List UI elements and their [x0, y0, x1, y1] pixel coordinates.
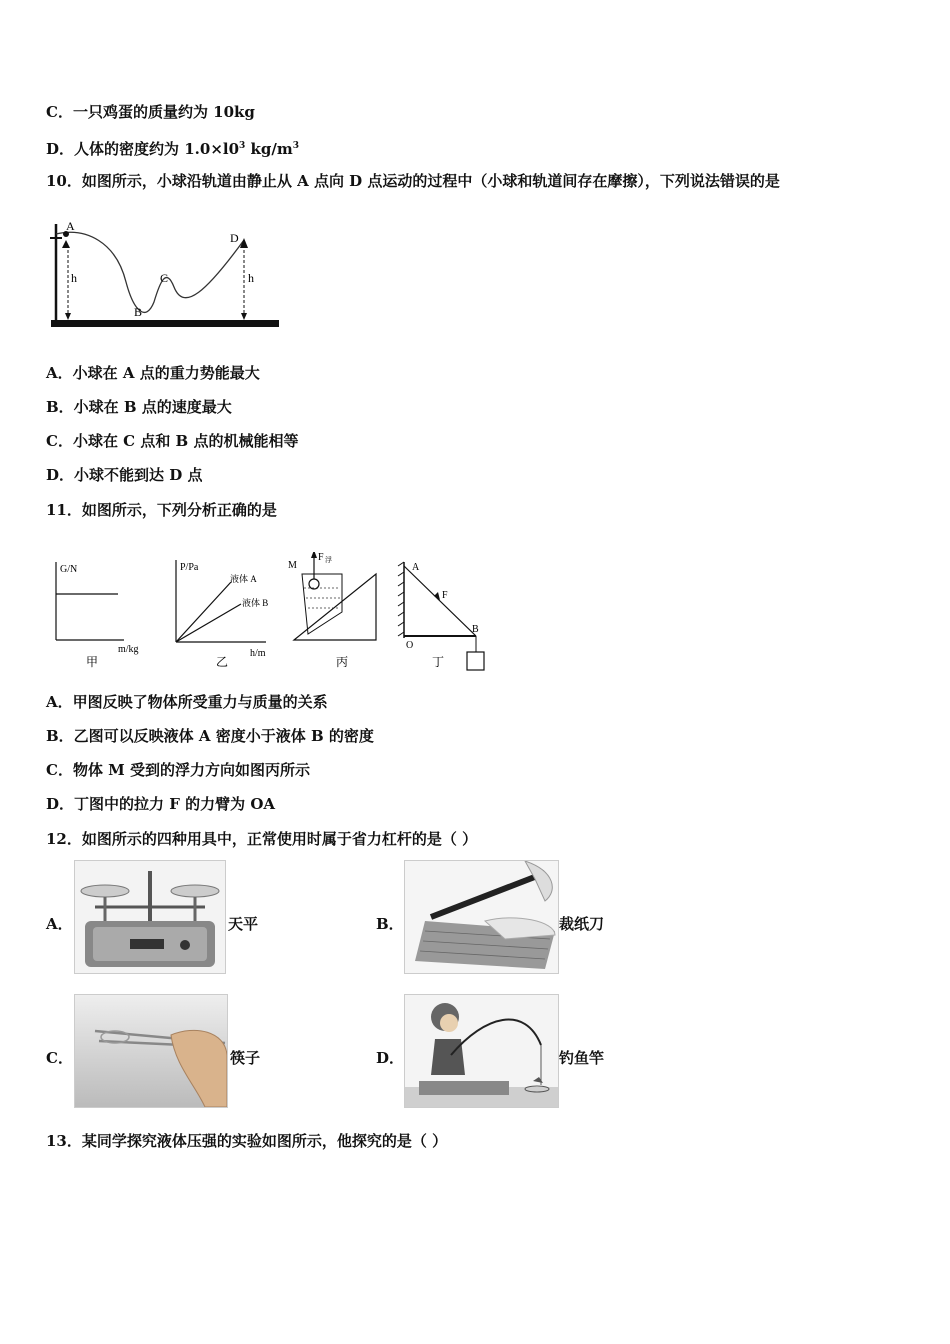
q12-letter-b: B． — [376, 915, 404, 933]
q12-letter-c: C． — [46, 1049, 73, 1067]
q10-option-d: D．小球不能到达 D 点 — [46, 466, 203, 484]
yi-line-b: 液体 B — [242, 598, 269, 608]
q12-letter-a: A． — [46, 915, 73, 933]
q11-stem: 11．如图所示，下列分析正确的是 — [46, 501, 277, 519]
q10-label-h2: h — [248, 271, 254, 285]
q12-name-a: 天平 — [228, 915, 259, 933]
bing-force: F — [318, 552, 324, 563]
jia-caption: 甲 — [86, 655, 99, 669]
q10-option-c: C．小球在 C 点和 B 点的机械能相等 — [46, 432, 299, 450]
q10-option-b: B．小球在 B 点的速度最大 — [46, 398, 232, 416]
q12-name-b: 裁纸刀 — [559, 915, 605, 933]
q11-option-b: B．乙图可以反映液体 A 密度小于液体 B 的密度 — [46, 727, 374, 745]
q10-stem: 10．如图所示，小球沿轨道由静止从 A 点向 D 点运动的过程中（小球和轨道间存在摩擦），下列说法错误的是 — [46, 172, 780, 190]
q10-label-a: A — [66, 219, 75, 233]
q11-option-a: A．甲图反映了物体所受重力与质量的关系 — [46, 693, 328, 711]
q9-option-c: C．一只鸡蛋的质量约为 10kg — [46, 103, 255, 121]
yi-xlabel: h/m — [250, 648, 266, 659]
q12-letter-d: D． — [376, 1049, 405, 1067]
bing-caption: 丙 — [336, 655, 349, 669]
q9-option-d — [46, 136, 299, 159]
bing-mass: M — [288, 560, 297, 571]
yi-line-a: 液体 A — [230, 574, 257, 584]
q10-label-c: C — [160, 271, 169, 285]
q9-exponent: 3 — [239, 141, 246, 151]
q11-option-c: C．物体 M 受到的浮力方向如图丙所示 — [46, 761, 310, 779]
q10-label-b: B — [134, 305, 143, 319]
ding-f: F — [442, 590, 448, 601]
q10-label-h1: h — [71, 271, 77, 285]
q9-unit-exponent: 3 — [292, 141, 300, 151]
q9-unit: kg/m — [245, 140, 293, 158]
q9-option-d-text: D．人体的密度约为 1.0×l0 — [46, 140, 240, 158]
balance-image — [74, 860, 226, 974]
q12-name-c: 筷子 — [230, 1049, 261, 1067]
chopsticks-image — [74, 994, 228, 1108]
fishing-rod-image — [404, 994, 559, 1108]
ding-o: O — [406, 640, 414, 651]
q10-label-d: D — [230, 231, 239, 245]
q12-name-d: 钓鱼竿 — [559, 1049, 605, 1067]
yi-caption: 乙 — [216, 655, 229, 669]
ding-b: B — [472, 624, 479, 635]
q10-option-a: A．小球在 A 点的重力势能最大 — [46, 364, 260, 382]
q10-track-figure — [46, 212, 286, 337]
q11-figures — [46, 552, 506, 677]
yi-ylabel: P/Pa — [180, 562, 199, 573]
q12-stem: 12．如图所示的四种用具中，正常使用时属于省力杠杆的是（ ） — [46, 830, 478, 848]
jia-ylabel: G/N — [60, 564, 78, 575]
bing-force-sub: 浮 — [325, 556, 332, 564]
q13-stem: 13．某同学探究液体压强的实验如图所示，他探究的是（ ） — [46, 1132, 448, 1150]
ding-a: A — [412, 562, 420, 573]
q11-option-d: D．丁图中的拉力 F 的力臂为 OA — [46, 795, 276, 813]
ding-caption: 丁 — [432, 655, 445, 669]
paper-cutter-image — [404, 860, 559, 974]
jia-xlabel: m/kg — [118, 644, 139, 655]
